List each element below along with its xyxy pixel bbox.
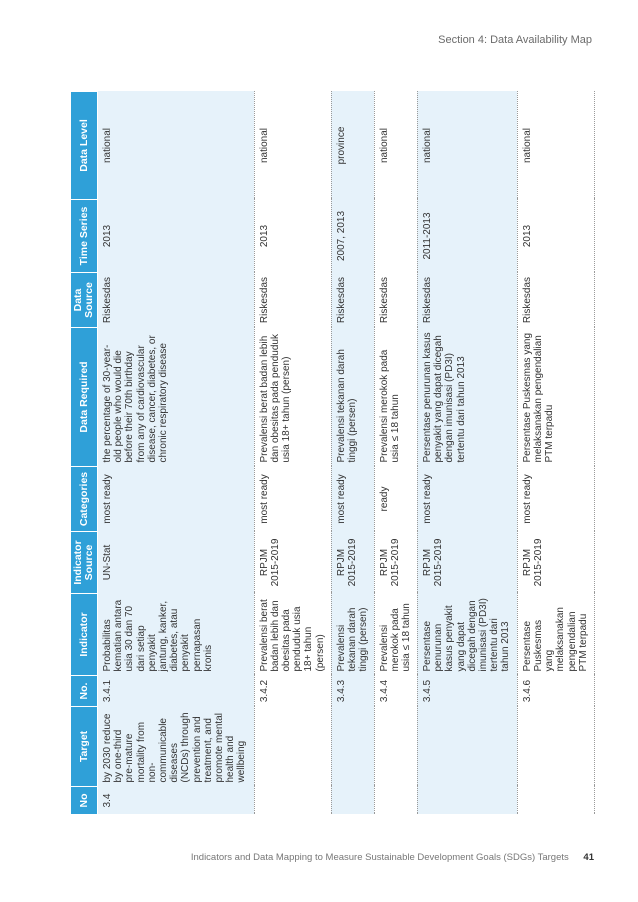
cell-category: most ready: [254, 467, 331, 532]
cell-data-required: Prevalensi merokok pada usia ≤ 18 tahun: [374, 328, 417, 467]
rotated-table-wrapper: [70, 92, 595, 815]
cell-no: [417, 787, 517, 815]
table-row: [374, 92, 417, 815]
header-number: No.: [71, 676, 98, 707]
cell-target: [331, 707, 374, 787]
cell-category: most ready: [417, 467, 517, 532]
cell-no: [517, 787, 594, 815]
cell-time-series: 2013: [254, 200, 331, 273]
cell-number: 3.4.6: [517, 676, 594, 707]
cell-time-series: [374, 200, 417, 273]
table-header-row: [71, 92, 98, 815]
cell-category: ready: [374, 467, 417, 532]
cell-target: [254, 707, 331, 787]
cell-time-series: 2013: [517, 200, 594, 273]
cell-source: RPJM 2015-2019: [254, 532, 331, 594]
page-footer: [90, 852, 594, 863]
cell-time-series: 2007, 2013: [331, 200, 374, 273]
cell-data-required: Prevalensi berat badan lebih dan obesitas pada penduduk usia 18+ tahun (persen): [254, 328, 331, 467]
table-row: [517, 92, 594, 815]
cell-number: 3.4.3: [331, 676, 374, 707]
cell-category: most ready: [98, 467, 255, 532]
cell-data-level: national: [98, 92, 255, 200]
header-indicator: Indicator: [71, 594, 98, 676]
footer-text: Indicators and Data Mapping to Measure Sustainable Development Goals (SDGs) Targets: [190, 852, 569, 863]
cell-source: RPJM 2015-2019: [417, 532, 517, 594]
section-title: Section 4: Data Availability Map: [438, 34, 592, 46]
cell-time-series: 2013: [98, 200, 255, 273]
header-target: Target: [71, 707, 98, 787]
cell-no: 3.4: [98, 787, 255, 815]
table-row: [254, 92, 331, 815]
table-row: [417, 92, 517, 815]
cell-no: [331, 787, 374, 815]
cell-data-source: Riskesdas: [98, 273, 255, 328]
cell-target: by 2030 reduce by one-third pre-mature mortality from non-communicable diseases (NCDs) through prevention and treatment, and promote mental health and wellbeing: [98, 707, 255, 787]
cell-data-required: Persentase penurunan kasus penyakit yang dapat dicegah dengan imunisasi (PD3I) tertentu dari tahun 2013: [417, 328, 517, 467]
header-data-level: Data Level: [71, 92, 98, 200]
cell-indicator: Prevalensi merokok pada usia ≤ 18 tahun: [374, 594, 417, 676]
cell-data-source: Riskesdas: [254, 273, 331, 328]
cell-data-level: province: [331, 92, 374, 200]
cell-data-level: national: [517, 92, 594, 200]
cell-data-required: the percentage of 30-year-old people who would die before their 70th birthday from any of cardiovascular disease, cancer, diabetes, or chronic respiratory disease: [98, 328, 255, 467]
cell-time-series: 2011-2013: [417, 200, 517, 273]
cell-source: RPJM 2015-2019: [374, 532, 417, 594]
cell-indicator: Persentase penurunan kasus penyakit yang dapat dicegah dengan imunisasi (PD3I) tertentu dari tahun 2013: [417, 594, 517, 676]
data-availability-table: [70, 91, 595, 815]
cell-no: [374, 787, 417, 815]
cell-category: most ready: [331, 467, 374, 532]
cell-indicator: Prevalensi berat badan lebih dan obesitas pada penduduk usia 18+ tahun (persen): [254, 594, 331, 676]
header-data-source: Data Source: [71, 273, 98, 328]
table-row: [98, 92, 255, 815]
cell-number: 3.4.2: [254, 676, 331, 707]
header-no: No: [71, 787, 98, 815]
cell-number: 3.4.4: [374, 676, 417, 707]
cell-source: RPJM 2015-2019: [517, 532, 594, 594]
cell-data-level: national: [417, 92, 517, 200]
cell-indicator: Prevalensi tekanan darah tinggi (persen): [331, 594, 374, 676]
cell-source: RPJM 2015-2019: [331, 532, 374, 594]
cell-data-source: Riskesdas: [374, 273, 417, 328]
cell-data-source: Riskesdas: [517, 273, 594, 328]
page-number: 41: [583, 852, 594, 863]
cell-data-required: Persentase Puskesmas yang melaksanakan pengendalian PTM terpadu: [517, 328, 594, 467]
cell-target: [374, 707, 417, 787]
cell-data-source: Riskesdas: [331, 273, 374, 328]
cell-data-level: national: [374, 92, 417, 200]
header-indicator-source: Indicator Source: [71, 532, 98, 594]
cell-data-source: Riskesdas: [417, 273, 517, 328]
cell-data-level: national: [254, 92, 331, 200]
cell-indicator: Persentase Puskesmas yang melaksanakan pengendalian PTM terpadu: [517, 594, 594, 676]
cell-number: 3.4.5: [417, 676, 517, 707]
cell-no: [254, 787, 331, 815]
cell-source: UN-Stat: [98, 532, 255, 594]
cell-indicator: Probabilitas kematian antara usia 30 dan 70 dari setiap penyakit jantung, kanker, diabetes, atau penyakit pernapasan kronis: [98, 594, 255, 676]
header-data-required: Data Required: [71, 328, 98, 467]
cell-target: [417, 707, 517, 787]
header-time-series: Time Series: [71, 200, 98, 273]
cell-data-required: Prevalensi tekanan darah tinggi (persen): [331, 328, 374, 467]
cell-category: most ready: [517, 467, 594, 532]
header-categories: Categories: [71, 467, 98, 532]
cell-target: [517, 707, 594, 787]
table-row: [331, 92, 374, 815]
cell-number: 3.4.1: [98, 676, 255, 707]
